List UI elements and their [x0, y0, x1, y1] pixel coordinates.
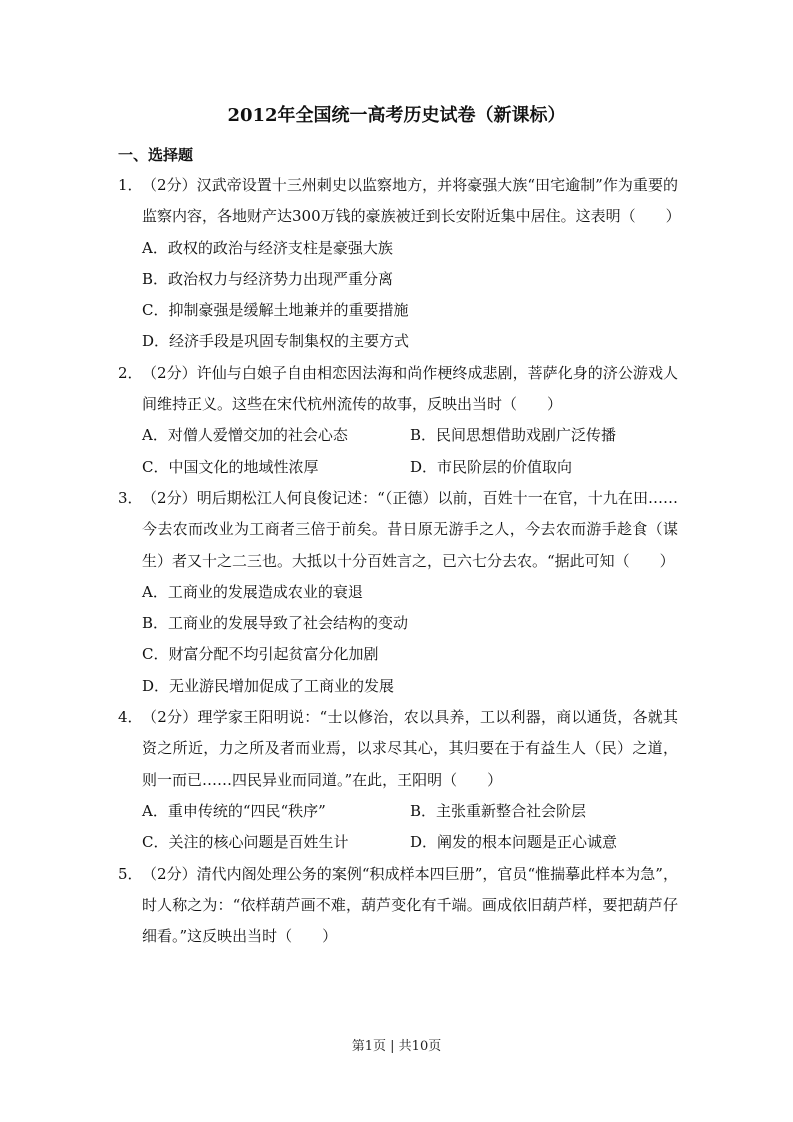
option-a: A．工商业的发展造成农业的衰退	[142, 582, 363, 601]
question-text: （2分）理学家王阳明说：“士以修治，农以具养，工以利器，商以通货，各就其资之所近，力之所及者而业焉，以求尽其心，其归要在于有益生人（民）之道，则一而已……四民异业而同道。”在此，王阳明（ ）	[142, 708, 678, 789]
option-c: C．关注的核心问题是百姓生计	[142, 833, 349, 852]
option-c: C．中国文化的地域性浓厚	[142, 457, 319, 476]
question-3	[118, 483, 678, 702]
question-number: 3．	[118, 488, 143, 507]
section-heading: 一、选择题	[118, 146, 194, 164]
question-text: （2分）清代内阁处理公务的案例“积成样本四巨册”，官员“惟揣摹此样本为急”，时人称之为：“依样葫芦画不难，葫芦变化有千端。画成依旧葫芦样，要把葫芦仔细看。”这反映出当时（ ）	[142, 864, 678, 946]
option-c: C．抑制豪强是缓解土地兼并的重要措施	[142, 301, 409, 320]
question-text: （2分）汉武帝设置十三州刺史以监察地方，并将豪强大族“田宅逾制”作为重要的监察内容，各地财产达300万钱的豪族被迁到长安附近集中居住。这表明（ ）	[142, 176, 681, 226]
option-row	[118, 827, 678, 858]
option-a: A．重申传统的“四民“秩序”	[142, 801, 326, 820]
question-text: （2分）明后期松江人何良俊记述：“（正德）以前，百姓十一在官，十九在田……今去农而改业为工商者三倍于前矣。昔日原无游手之人，今去农而游手趁食（谋生）者又十之二三也。大抵以十分百姓言之，已六七分去农。“据此可知（ ）	[142, 488, 678, 570]
page-title: 2012年全国统一高考历史试卷（新课标）	[227, 105, 566, 126]
option-row	[118, 452, 678, 483]
page-footer: 第1页 | 共10页	[351, 1039, 442, 1054]
question-5	[118, 859, 678, 953]
question-list	[118, 170, 681, 952]
question-text: （2分）许仙与白娘子自由相恋因法海和尚作梗终成悲剧，菩萨化身的济公游戏人间维持正义。这些在宋代杭州流传的故事，反映出当时（ ）	[142, 363, 678, 414]
option-d: D．市民阶层的价值取向	[410, 457, 573, 476]
question-number: 5．	[118, 864, 143, 883]
option-a: A．对僧人爱憎交加的社会心态	[142, 426, 348, 445]
option-row	[118, 420, 678, 451]
option-d: D．阐发的根本问题是正心诚意	[410, 833, 618, 852]
question-4	[118, 702, 678, 858]
option-c: C．财富分配不均引起贫富分化加剧	[142, 645, 379, 664]
question-stem	[118, 483, 678, 577]
question-2	[118, 358, 678, 483]
question-stem	[118, 358, 678, 421]
question-stem	[118, 170, 681, 233]
option-b: B．工商业的发展导致了社会结构的变动	[142, 614, 409, 633]
option-b: B．主张重新整合社会阶层	[410, 801, 587, 820]
option-b: B．民间思想借助戏剧广泛传播	[410, 426, 617, 445]
option-d: D．无业游民增加促成了工商业的发展	[142, 676, 395, 695]
question-number: 4．	[118, 708, 143, 727]
option-a: A．政权的政治与经济支柱是豪强大族	[142, 238, 393, 257]
option-d: D．经济手段是巩固专制集权的主要方式	[142, 332, 410, 351]
question-number: 1．	[118, 176, 143, 194]
question-stem	[118, 702, 678, 796]
question-number: 2．	[118, 363, 143, 382]
question-stem	[118, 859, 678, 953]
option-b: B．政治权力与经济势力出现严重分离	[142, 269, 394, 288]
option-row	[118, 796, 678, 827]
question-1	[118, 170, 681, 358]
